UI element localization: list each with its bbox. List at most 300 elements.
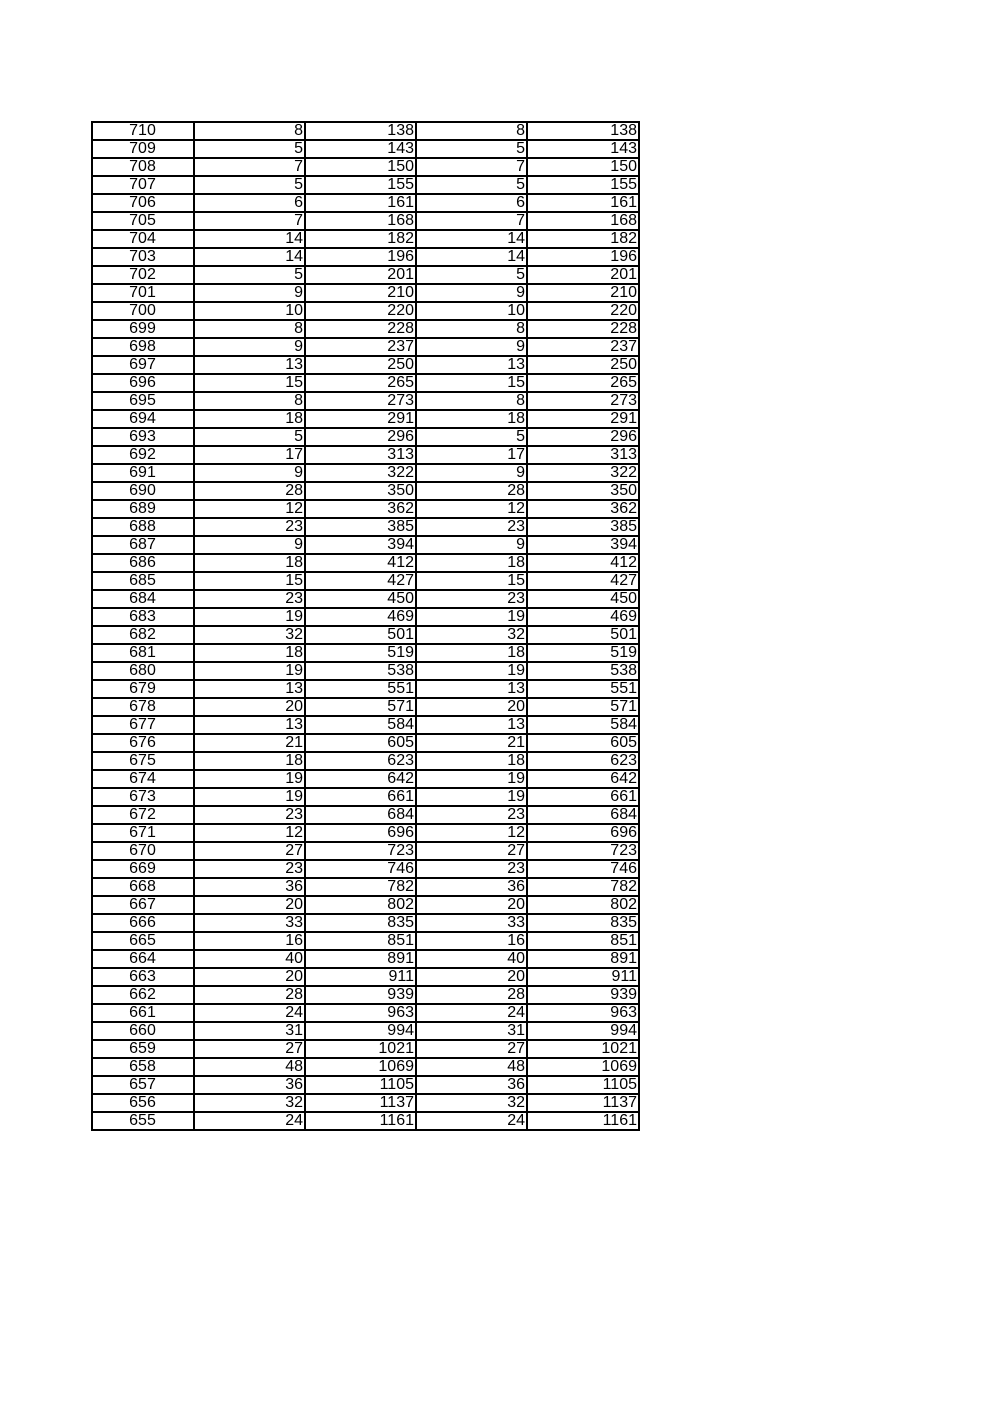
cell-count-2: 36 (416, 1076, 527, 1094)
cell-cumulative-2: 1069 (527, 1058, 639, 1076)
table-row (92, 176, 639, 194)
cell-score: 695 (92, 392, 194, 410)
table-row (92, 734, 639, 752)
cell-score: 687 (92, 536, 194, 554)
table-row (92, 356, 639, 374)
cell-count-2: 7 (416, 212, 527, 230)
cell-count: 20 (194, 896, 305, 914)
cell-count-2: 18 (416, 554, 527, 572)
cell-count-2: 9 (416, 338, 527, 356)
table-row (92, 986, 639, 1004)
cell-count: 48 (194, 1058, 305, 1076)
cell-cumulative: 571 (305, 698, 416, 716)
cell-count-2: 20 (416, 698, 527, 716)
cell-cumulative-2: 1137 (527, 1094, 639, 1112)
cell-score: 679 (92, 680, 194, 698)
cell-cumulative-2: 519 (527, 644, 639, 662)
cell-count-2: 5 (416, 176, 527, 194)
table-row (92, 860, 639, 878)
cell-cumulative-2: 584 (527, 716, 639, 734)
cell-count-2: 24 (416, 1004, 527, 1022)
cell-score: 662 (92, 986, 194, 1004)
cell-count: 20 (194, 968, 305, 986)
cell-cumulative-2: 571 (527, 698, 639, 716)
cell-count: 24 (194, 1112, 305, 1130)
cell-count: 5 (194, 140, 305, 158)
cell-cumulative-2: 168 (527, 212, 639, 230)
cell-score: 676 (92, 734, 194, 752)
cell-cumulative-2: 851 (527, 932, 639, 950)
cell-count-2: 33 (416, 914, 527, 932)
cell-count-2: 13 (416, 716, 527, 734)
cell-cumulative: 296 (305, 428, 416, 446)
cell-cumulative-2: 623 (527, 752, 639, 770)
cell-count: 40 (194, 950, 305, 968)
table-row (92, 1094, 639, 1112)
cell-count-2: 20 (416, 896, 527, 914)
cell-count: 18 (194, 644, 305, 662)
table-row (92, 392, 639, 410)
cell-count: 6 (194, 194, 305, 212)
cell-score: 659 (92, 1040, 194, 1058)
cell-count: 28 (194, 986, 305, 1004)
cell-cumulative-2: 605 (527, 734, 639, 752)
cell-count: 13 (194, 356, 305, 374)
cell-cumulative-2: 350 (527, 482, 639, 500)
table-row (92, 518, 639, 536)
cell-score: 657 (92, 1076, 194, 1094)
table-row (92, 932, 639, 950)
cell-count-2: 8 (416, 122, 527, 140)
cell-count: 5 (194, 266, 305, 284)
cell-score: 688 (92, 518, 194, 536)
cell-cumulative: 161 (305, 194, 416, 212)
cell-cumulative: 551 (305, 680, 416, 698)
cell-score: 700 (92, 302, 194, 320)
cell-cumulative-2: 265 (527, 374, 639, 392)
cell-count-2: 31 (416, 1022, 527, 1040)
cell-cumulative: 138 (305, 122, 416, 140)
cell-score: 668 (92, 878, 194, 896)
cell-count-2: 23 (416, 518, 527, 536)
cell-cumulative: 994 (305, 1022, 416, 1040)
cell-cumulative: 427 (305, 572, 416, 590)
cell-count: 27 (194, 1040, 305, 1058)
table-row (92, 878, 639, 896)
cell-count-2: 12 (416, 500, 527, 518)
table-row (92, 302, 639, 320)
cell-score: 703 (92, 248, 194, 266)
cell-cumulative: 538 (305, 662, 416, 680)
cell-count: 7 (194, 212, 305, 230)
cell-cumulative-2: 642 (527, 770, 639, 788)
cell-score: 709 (92, 140, 194, 158)
cell-count: 21 (194, 734, 305, 752)
cell-count-2: 20 (416, 968, 527, 986)
cell-cumulative-2: 835 (527, 914, 639, 932)
cell-count-2: 5 (416, 266, 527, 284)
cell-count: 19 (194, 770, 305, 788)
cell-cumulative: 143 (305, 140, 416, 158)
cell-cumulative-2: 155 (527, 176, 639, 194)
cell-count: 9 (194, 284, 305, 302)
table-row (92, 338, 639, 356)
table-row (92, 374, 639, 392)
table-row (92, 446, 639, 464)
cell-count: 14 (194, 230, 305, 248)
cell-score: 665 (92, 932, 194, 950)
cell-cumulative: 746 (305, 860, 416, 878)
cell-score: 698 (92, 338, 194, 356)
cell-count: 19 (194, 662, 305, 680)
cell-cumulative: 661 (305, 788, 416, 806)
cell-cumulative: 412 (305, 554, 416, 572)
table-row (92, 806, 639, 824)
cell-score: 690 (92, 482, 194, 500)
cell-count-2: 40 (416, 950, 527, 968)
cell-cumulative: 196 (305, 248, 416, 266)
cell-count: 19 (194, 608, 305, 626)
cell-score: 683 (92, 608, 194, 626)
table-row (92, 968, 639, 986)
cell-score: 706 (92, 194, 194, 212)
cell-count-2: 13 (416, 356, 527, 374)
table-row (92, 536, 639, 554)
cell-cumulative: 250 (305, 356, 416, 374)
cell-count-2: 8 (416, 320, 527, 338)
cell-count: 9 (194, 536, 305, 554)
cell-score: 692 (92, 446, 194, 464)
cell-count-2: 27 (416, 842, 527, 860)
table-row (92, 824, 639, 842)
cell-count: 18 (194, 410, 305, 428)
cell-count: 9 (194, 338, 305, 356)
table-row (92, 248, 639, 266)
cell-count: 12 (194, 824, 305, 842)
cell-cumulative: 802 (305, 896, 416, 914)
cell-count-2: 36 (416, 878, 527, 896)
cell-score: 680 (92, 662, 194, 680)
cell-cumulative-2: 723 (527, 842, 639, 860)
cell-cumulative: 963 (305, 1004, 416, 1022)
table-row (92, 698, 639, 716)
cell-count-2: 21 (416, 734, 527, 752)
table-row (92, 752, 639, 770)
cell-score: 663 (92, 968, 194, 986)
cell-score: 667 (92, 896, 194, 914)
table-row (92, 716, 639, 734)
cell-count: 32 (194, 1094, 305, 1112)
table-row (92, 1058, 639, 1076)
cell-count-2: 23 (416, 806, 527, 824)
cell-score: 664 (92, 950, 194, 968)
cell-count-2: 23 (416, 590, 527, 608)
cell-cumulative: 201 (305, 266, 416, 284)
cell-count-2: 9 (416, 284, 527, 302)
cell-count: 16 (194, 932, 305, 950)
cell-cumulative-2: 963 (527, 1004, 639, 1022)
cell-cumulative-2: 143 (527, 140, 639, 158)
cell-count-2: 10 (416, 302, 527, 320)
cell-count: 18 (194, 752, 305, 770)
cell-score: 682 (92, 626, 194, 644)
cell-cumulative-2: 684 (527, 806, 639, 824)
cell-score: 699 (92, 320, 194, 338)
cell-cumulative-2: 182 (527, 230, 639, 248)
table-row (92, 284, 639, 302)
cell-cumulative: 150 (305, 158, 416, 176)
cell-count: 13 (194, 716, 305, 734)
cell-score: 673 (92, 788, 194, 806)
cell-score: 681 (92, 644, 194, 662)
cell-count-2: 16 (416, 932, 527, 950)
cell-cumulative-2: 273 (527, 392, 639, 410)
cell-count-2: 18 (416, 410, 527, 428)
cell-count: 13 (194, 680, 305, 698)
cell-score: 658 (92, 1058, 194, 1076)
cell-count-2: 19 (416, 788, 527, 806)
cell-cumulative-2: 210 (527, 284, 639, 302)
cell-cumulative-2: 313 (527, 446, 639, 464)
cell-count-2: 24 (416, 1112, 527, 1130)
table-row (92, 194, 639, 212)
cell-cumulative: 851 (305, 932, 416, 950)
cell-score: 678 (92, 698, 194, 716)
cell-cumulative-2: 201 (527, 266, 639, 284)
cell-cumulative: 584 (305, 716, 416, 734)
cell-cumulative-2: 994 (527, 1022, 639, 1040)
cell-count: 7 (194, 158, 305, 176)
cell-score: 694 (92, 410, 194, 428)
cell-cumulative-2: 322 (527, 464, 639, 482)
cell-count: 36 (194, 878, 305, 896)
cell-score: 675 (92, 752, 194, 770)
table-row (92, 626, 639, 644)
table-row (92, 428, 639, 446)
cell-count-2: 18 (416, 752, 527, 770)
cell-cumulative-2: 1021 (527, 1040, 639, 1058)
cell-cumulative-2: 501 (527, 626, 639, 644)
cell-count: 27 (194, 842, 305, 860)
cell-score: 670 (92, 842, 194, 860)
cell-count: 20 (194, 698, 305, 716)
cell-cumulative: 1069 (305, 1058, 416, 1076)
cell-cumulative: 605 (305, 734, 416, 752)
table-row (92, 554, 639, 572)
cell-cumulative-2: 696 (527, 824, 639, 842)
table-row (92, 1112, 639, 1130)
table-row (92, 1004, 639, 1022)
cell-cumulative-2: 891 (527, 950, 639, 968)
cell-count: 5 (194, 428, 305, 446)
cell-count: 24 (194, 1004, 305, 1022)
cell-score: 705 (92, 212, 194, 230)
cell-score: 701 (92, 284, 194, 302)
cell-count: 10 (194, 302, 305, 320)
table-row (92, 158, 639, 176)
cell-cumulative-2: 237 (527, 338, 639, 356)
cell-cumulative: 911 (305, 968, 416, 986)
table-row (92, 140, 639, 158)
cell-count-2: 19 (416, 770, 527, 788)
cell-count: 17 (194, 446, 305, 464)
table-row (92, 482, 639, 500)
table-row (92, 950, 639, 968)
cell-cumulative-2: 551 (527, 680, 639, 698)
cell-cumulative: 1137 (305, 1094, 416, 1112)
cell-count-2: 13 (416, 680, 527, 698)
table-row (92, 320, 639, 338)
cell-count: 31 (194, 1022, 305, 1040)
score-table-body (92, 122, 639, 1130)
table-row (92, 842, 639, 860)
table-row (92, 266, 639, 284)
cell-cumulative-2: 291 (527, 410, 639, 428)
table-row (92, 662, 639, 680)
cell-count: 36 (194, 1076, 305, 1094)
cell-count-2: 27 (416, 1040, 527, 1058)
cell-count-2: 23 (416, 860, 527, 878)
table-row (92, 770, 639, 788)
cell-score: 672 (92, 806, 194, 824)
cell-cumulative-2: 469 (527, 608, 639, 626)
cell-cumulative: 835 (305, 914, 416, 932)
cell-cumulative-2: 802 (527, 896, 639, 914)
cell-score: 689 (92, 500, 194, 518)
cell-count-2: 15 (416, 374, 527, 392)
cell-score: 666 (92, 914, 194, 932)
cell-score: 697 (92, 356, 194, 374)
cell-cumulative-2: 538 (527, 662, 639, 680)
cell-count-2: 32 (416, 1094, 527, 1112)
table-row (92, 212, 639, 230)
cell-count: 23 (194, 806, 305, 824)
cell-cumulative-2: 1161 (527, 1112, 639, 1130)
table-row (92, 230, 639, 248)
cell-cumulative: 696 (305, 824, 416, 842)
cell-score: 686 (92, 554, 194, 572)
cell-count-2: 5 (416, 428, 527, 446)
cell-count-2: 15 (416, 572, 527, 590)
cell-count-2: 28 (416, 482, 527, 500)
cell-count-2: 5 (416, 140, 527, 158)
cell-cumulative: 1021 (305, 1040, 416, 1058)
cell-count: 5 (194, 176, 305, 194)
table-row (92, 590, 639, 608)
cell-count-2: 48 (416, 1058, 527, 1076)
table-row (92, 122, 639, 140)
table-row (92, 1076, 639, 1094)
cell-cumulative: 220 (305, 302, 416, 320)
cell-cumulative: 273 (305, 392, 416, 410)
cell-cumulative: 168 (305, 212, 416, 230)
table-row (92, 608, 639, 626)
cell-score: 693 (92, 428, 194, 446)
cell-cumulative: 782 (305, 878, 416, 896)
table-row (92, 788, 639, 806)
cell-count-2: 9 (416, 536, 527, 554)
cell-score: 685 (92, 572, 194, 590)
cell-score: 656 (92, 1094, 194, 1112)
table-row (92, 1040, 639, 1058)
cell-score: 684 (92, 590, 194, 608)
cell-count: 8 (194, 320, 305, 338)
cell-cumulative: 265 (305, 374, 416, 392)
cell-cumulative-2: 412 (527, 554, 639, 572)
cell-cumulative-2: 150 (527, 158, 639, 176)
table-row (92, 896, 639, 914)
table-row (92, 464, 639, 482)
table-row (92, 410, 639, 428)
cell-cumulative-2: 427 (527, 572, 639, 590)
cell-cumulative-2: 296 (527, 428, 639, 446)
cell-count-2: 19 (416, 608, 527, 626)
cell-cumulative-2: 939 (527, 986, 639, 1004)
cell-count: 8 (194, 392, 305, 410)
cell-count: 32 (194, 626, 305, 644)
cell-count-2: 17 (416, 446, 527, 464)
cell-count-2: 7 (416, 158, 527, 176)
cell-count: 9 (194, 464, 305, 482)
cell-cumulative: 891 (305, 950, 416, 968)
cell-cumulative: 322 (305, 464, 416, 482)
cell-cumulative-2: 1105 (527, 1076, 639, 1094)
cell-cumulative-2: 746 (527, 860, 639, 878)
cell-cumulative-2: 250 (527, 356, 639, 374)
cell-count-2: 14 (416, 230, 527, 248)
cell-score: 660 (92, 1022, 194, 1040)
cell-score: 691 (92, 464, 194, 482)
table-row (92, 914, 639, 932)
cell-cumulative: 385 (305, 518, 416, 536)
cell-count: 23 (194, 590, 305, 608)
table-row (92, 680, 639, 698)
cell-cumulative-2: 661 (527, 788, 639, 806)
cell-cumulative: 1105 (305, 1076, 416, 1094)
cell-count-2: 28 (416, 986, 527, 1004)
table-row (92, 572, 639, 590)
cell-cumulative: 1161 (305, 1112, 416, 1130)
cell-count-2: 18 (416, 644, 527, 662)
cell-count: 23 (194, 860, 305, 878)
cell-cumulative: 313 (305, 446, 416, 464)
cell-cumulative: 450 (305, 590, 416, 608)
cell-cumulative: 182 (305, 230, 416, 248)
cell-cumulative-2: 196 (527, 248, 639, 266)
cell-count: 8 (194, 122, 305, 140)
cell-count: 33 (194, 914, 305, 932)
cell-count-2: 19 (416, 662, 527, 680)
cell-cumulative-2: 228 (527, 320, 639, 338)
cell-cumulative: 394 (305, 536, 416, 554)
cell-score: 696 (92, 374, 194, 392)
cell-cumulative: 501 (305, 626, 416, 644)
cell-cumulative-2: 161 (527, 194, 639, 212)
cell-count: 19 (194, 788, 305, 806)
cell-score: 707 (92, 176, 194, 194)
cell-cumulative: 939 (305, 986, 416, 1004)
cell-count-2: 6 (416, 194, 527, 212)
cell-count-2: 14 (416, 248, 527, 266)
cell-score: 671 (92, 824, 194, 842)
cell-count-2: 12 (416, 824, 527, 842)
cell-count: 14 (194, 248, 305, 266)
cell-cumulative-2: 362 (527, 500, 639, 518)
cell-cumulative-2: 911 (527, 968, 639, 986)
cell-cumulative-2: 138 (527, 122, 639, 140)
cell-score: 669 (92, 860, 194, 878)
cell-cumulative: 210 (305, 284, 416, 302)
